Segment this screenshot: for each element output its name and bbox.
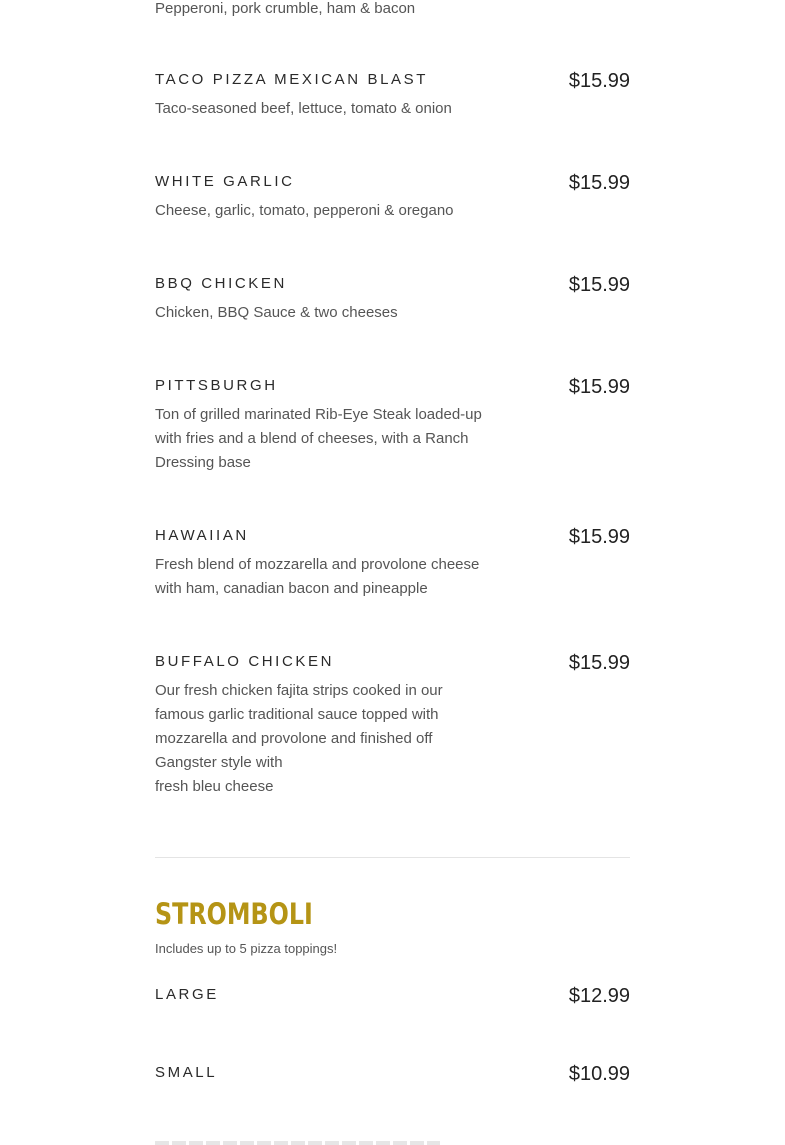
section-divider [155,857,630,858]
menu-item-name: BUFFALO CHICKEN [155,653,335,670]
menu-item-name: WHITE GARLIC [155,173,295,190]
section-title: STROMBOLI [155,897,313,931]
menu-item-name: HAWAIIAN [155,527,249,544]
menu-item-name: SMALL [155,1064,218,1081]
menu-item-price: $15.99 [568,526,630,548]
menu-item-description: Fresh blend of mozzarella and provolone cheese with ham, canadian bacon and pineapple [155,556,480,597]
menu-item-name: TACO PIZZA MEXICAN BLAST [155,71,428,88]
menu-item-name: PITTSBURGH [155,377,278,394]
menu-item-price: $12.99 [568,985,630,1007]
menu-item-description: Our fresh chicken fajita strips cooked in our famous garlic traditional sauce topped with mozzarella and provolone and finished off Gangster style with fresh bleu cheese [155,682,443,795]
menu-item-price: $15.99 [568,274,630,296]
menu-item-name: LARGE [155,986,219,1003]
next-section-title-cutoff [155,1141,440,1145]
menu-item-description: Cheese, garlic, tomato, pepperoni & oregano [155,202,454,219]
menu-item-price: $10.99 [568,1063,630,1085]
menu-item-price: $15.99 [568,70,630,92]
menu-item-price: $15.99 [568,376,630,398]
section-subtitle: Includes up to 5 pizza toppings! [155,941,338,956]
menu-item-price: $15.99 [568,172,630,194]
menu-item-price: $15.99 [568,652,630,674]
menu-item-description: Ton of grilled marinated Rib-Eye Steak loaded-up with fries and a blend of cheeses, with a Ranch Dressing base [155,406,482,471]
menu-item-description: Taco-seasoned beef, lettuce, tomato & onion [155,100,452,117]
menu-item-description: Chicken, BBQ Sauce & two cheeses [155,304,398,321]
menu-item-name: BBQ CHICKEN [155,275,287,292]
previous-item-description: Pepperoni, pork crumble, ham & bacon [155,0,416,17]
